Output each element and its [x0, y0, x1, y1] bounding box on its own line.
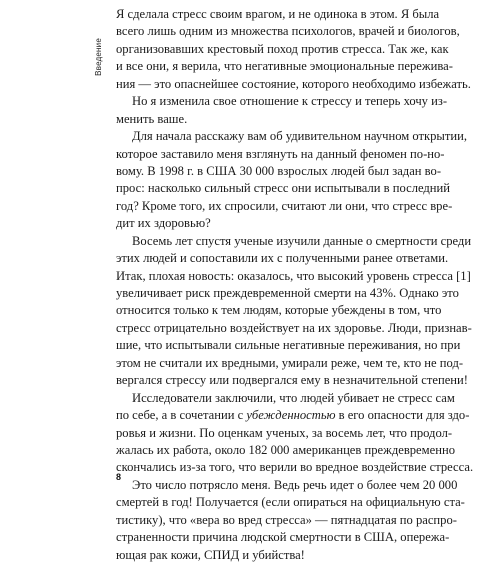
text-line: вому. В 1998 г. в США 30 000 взрослых людей был задан во- — [116, 163, 442, 178]
text-line: Это число потрясло меня. Ведь речь идет о более чем 20 000 — [132, 477, 458, 492]
text-line — [116, 407, 470, 424]
running-head — [92, 38, 104, 108]
text-line: ровья и жизни. По оценкам ученых, за восемь лет, что продол- — [116, 425, 453, 440]
text-line: этом не считали их вредными, умирали реже, чем те, кто не под- — [116, 355, 464, 370]
text-line: всего лишь одним из множества психологов, врачей и биологов, — [116, 24, 460, 39]
emphasis-text: убежденностью — [246, 408, 336, 423]
text-line: Восемь лет спустя ученые изучили данные о смертности среди — [132, 233, 472, 248]
text-line: Но я изменила свое отношение к стрессу и теперь хочу из- — [132, 94, 448, 109]
text-line: стресс отрицательно воздействует на их здоровье. Люди, признав- — [116, 320, 472, 335]
text-line: Для начала расскажу вам об удивительном научном открытии, — [132, 129, 468, 144]
text-line: которое заставило меня взглянуть на данный феномен по-но- — [116, 146, 445, 161]
text-line: этих людей и сопоставили их с полученными ранее ответами. — [116, 251, 449, 266]
text-line: дит их здоровью? — [116, 216, 211, 231]
text-line: и все они, я верила, что негативные эмоциональные пережива- — [116, 59, 453, 74]
text-line: вергался стрессу или подвергался ему в незначительной степени! — [116, 373, 468, 388]
text-line: скончались из-за того, что верили во вредное воздействие стресса. — [116, 460, 474, 475]
text-line: шие, что испытывали сильные негативные переживания, но при — [116, 338, 461, 353]
text-line: ния — это опаснейшее состояние, которого необходимо избежать. — [116, 76, 471, 91]
text-line: смертей в год! Получается (если опираться на официальную ста- — [116, 495, 465, 510]
text-line: тистику), что «вера во вред стресса» — пятнадцатая по распро- — [116, 512, 457, 527]
text-line: год? Кроме того, их спросили, считают ли они, что стресс вре- — [116, 198, 453, 213]
page-number: 8 — [116, 472, 122, 482]
text-line: Исследователи заключили, что людей убивает не стресс сам — [132, 390, 455, 405]
text-span: в его опасности для здо- — [335, 408, 470, 423]
text-line: организовавших крестовый поход против стресса. Так же, как — [116, 41, 449, 56]
text-line: относится только к тем людям, которые убеждены в том, что — [116, 303, 442, 318]
text-line: Я сделала стресс своим врагом, и не одинока в этом. Я была — [116, 7, 440, 21]
text-line: менить ваше. — [116, 111, 188, 126]
body-text — [116, 6, 474, 564]
text-line: увеличивает риск преждевременной смерти на 43%. Однако это — [116, 286, 459, 300]
text-line: жалась их работа, около 182 000 американцев преждевременно — [116, 442, 455, 457]
text-line: прос: насколько сильный стресс они испытывали в последний — [116, 181, 451, 196]
text-line: страненности причина людской смертности в США, опережа- — [116, 530, 450, 545]
text-line: ющая рак кожи, СПИД и убийства! — [116, 547, 305, 562]
text-line: Итак, плохая новость: оказалось, что высокий уровень стресса [1] — [116, 268, 471, 283]
running-head-text: Введение — [93, 38, 103, 76]
text-span: по себе, а в сочетании с — [116, 408, 247, 423]
